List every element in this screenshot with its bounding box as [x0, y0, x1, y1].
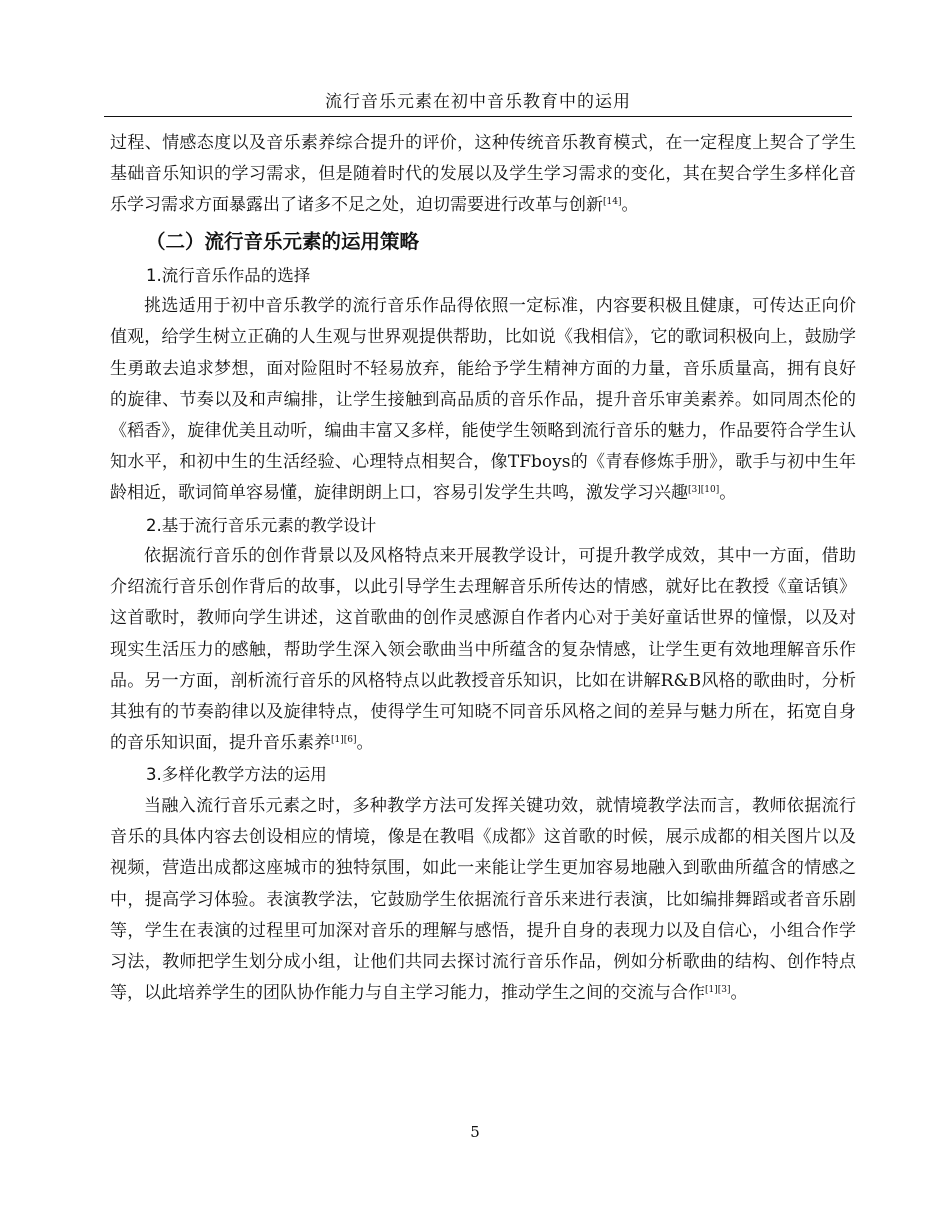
paragraph-text: 当融入流行音乐元素之时，多种教学方法可发挥关键功效，就情境教学法而言，教师依据流行音乐的具体内容去创设相应的情境，像是在教唱《成都》这首歌的时候，展示成都的相关图片以及视频，营造出成都这座城市的独特氛围，如此一来能让学生更加容易地融入到歌曲所蕴含的情感之中，提高学习体验。表演教学法，它鼓励学生依据流行音乐来进行表演，比如编排舞蹈或者音乐剧等，学生在表演的过程里可加深对音乐的理解与感悟，提升自身的表现力以及自信心，小组合作学习法，教师把学生划分成小组，让他们共同去探讨流行音乐作品，例如分析歌曲的结构、创作特点等，以此培养学生的团队协作能力与自主学习能力，推动学生之间的交流与合作	[110, 795, 856, 1004]
subsection-heading-2: 2.基于流行音乐元素的教学设计	[146, 515, 377, 535]
paragraph-text: 过程、情感态度以及音乐素养综合提升的评价，这种传统音乐教育模式，在一定程度上契合了学生基础音乐知识的学习需求，但是随着时代的发展以及学生学习需求的变化，其在契合学生多样化音乐学习需求方面暴露出了诸多不足之处，迫切需要进行改革与创新	[110, 133, 856, 216]
subsection-heading-1: 1.流行音乐作品的选择	[146, 265, 311, 285]
citation: [1][6]	[331, 735, 357, 746]
paragraph-2	[110, 541, 856, 759]
running-header: 流行音乐元素在初中音乐教育中的运用	[325, 92, 631, 112]
page-body	[110, 128, 856, 1009]
paragraph-end: 。	[356, 733, 374, 754]
paragraph-end: 。	[719, 483, 737, 504]
paragraph-continued	[110, 128, 856, 222]
paragraph-1	[110, 291, 856, 509]
citation: [14]	[603, 197, 622, 208]
citation: [1][3]	[705, 985, 731, 996]
page-number: 5	[470, 1123, 480, 1141]
paragraph-3	[110, 791, 856, 1009]
section-heading: （二）流行音乐元素的运用策略	[146, 229, 420, 253]
paragraph-text: 依据流行音乐的创作背景以及风格特点来开展教学设计，可提升教学成效，其中一方面，借助介绍流行音乐创作背后的故事，以此引导学生去理解音乐所传达的情感，就好比在教授《童话镇》这首歌时，教师向学生讲述，这首歌曲的创作灵感源自作者内心对于美好童话世界的憧憬，以及对现实生活压力的感触，帮助学生深入领会歌曲当中所蕴含的复杂情感，让学生更有效地理解音乐作品。另一方面，剖析流行音乐的风格特点以此教授音乐知识，比如在讲解R&B风格的歌曲时，分析其独有的节奏韵律以及旋律特点，使得学生可知晓不同音乐风格之间的差异与魅力所在，拓宽自身的音乐知识面，提升音乐素养	[110, 546, 856, 754]
header-rule	[104, 116, 852, 117]
subsection-heading-3: 3.多样化教学方法的运用	[146, 765, 327, 785]
paragraph-end: 。	[621, 195, 639, 216]
citation: [3][10]	[688, 485, 720, 496]
paragraph-end: 。	[730, 983, 748, 1004]
paragraph-text: 挑选适用于初中音乐教学的流行音乐作品得依照一定标准，内容要积极且健康，可传达正向价值观，给学生树立正确的人生观与世界观提供帮助，比如说《我相信》，它的歌词积极向上，鼓励学生勇敢去追求梦想，面对险阻时不轻易放弃，能给予学生精神方面的力量，音乐质量高，拥有良好的旋律、节奏以及和声编排，让学生接触到高品质的音乐作品，提升音乐审美素养。如同周杰伦的《稻香》，旋律优美且动听，编曲丰富又多样，能使学生领略到流行音乐的魅力，作品要符合学生认知水平，和初中生的生活经验、心理特点相契合，像TFboys的《青春修炼手册》，歌手与初中生年龄相近，歌词简单容易懂，旋律朗朗上口，容易引发学生共鸣，激发学习兴趣	[110, 296, 856, 504]
